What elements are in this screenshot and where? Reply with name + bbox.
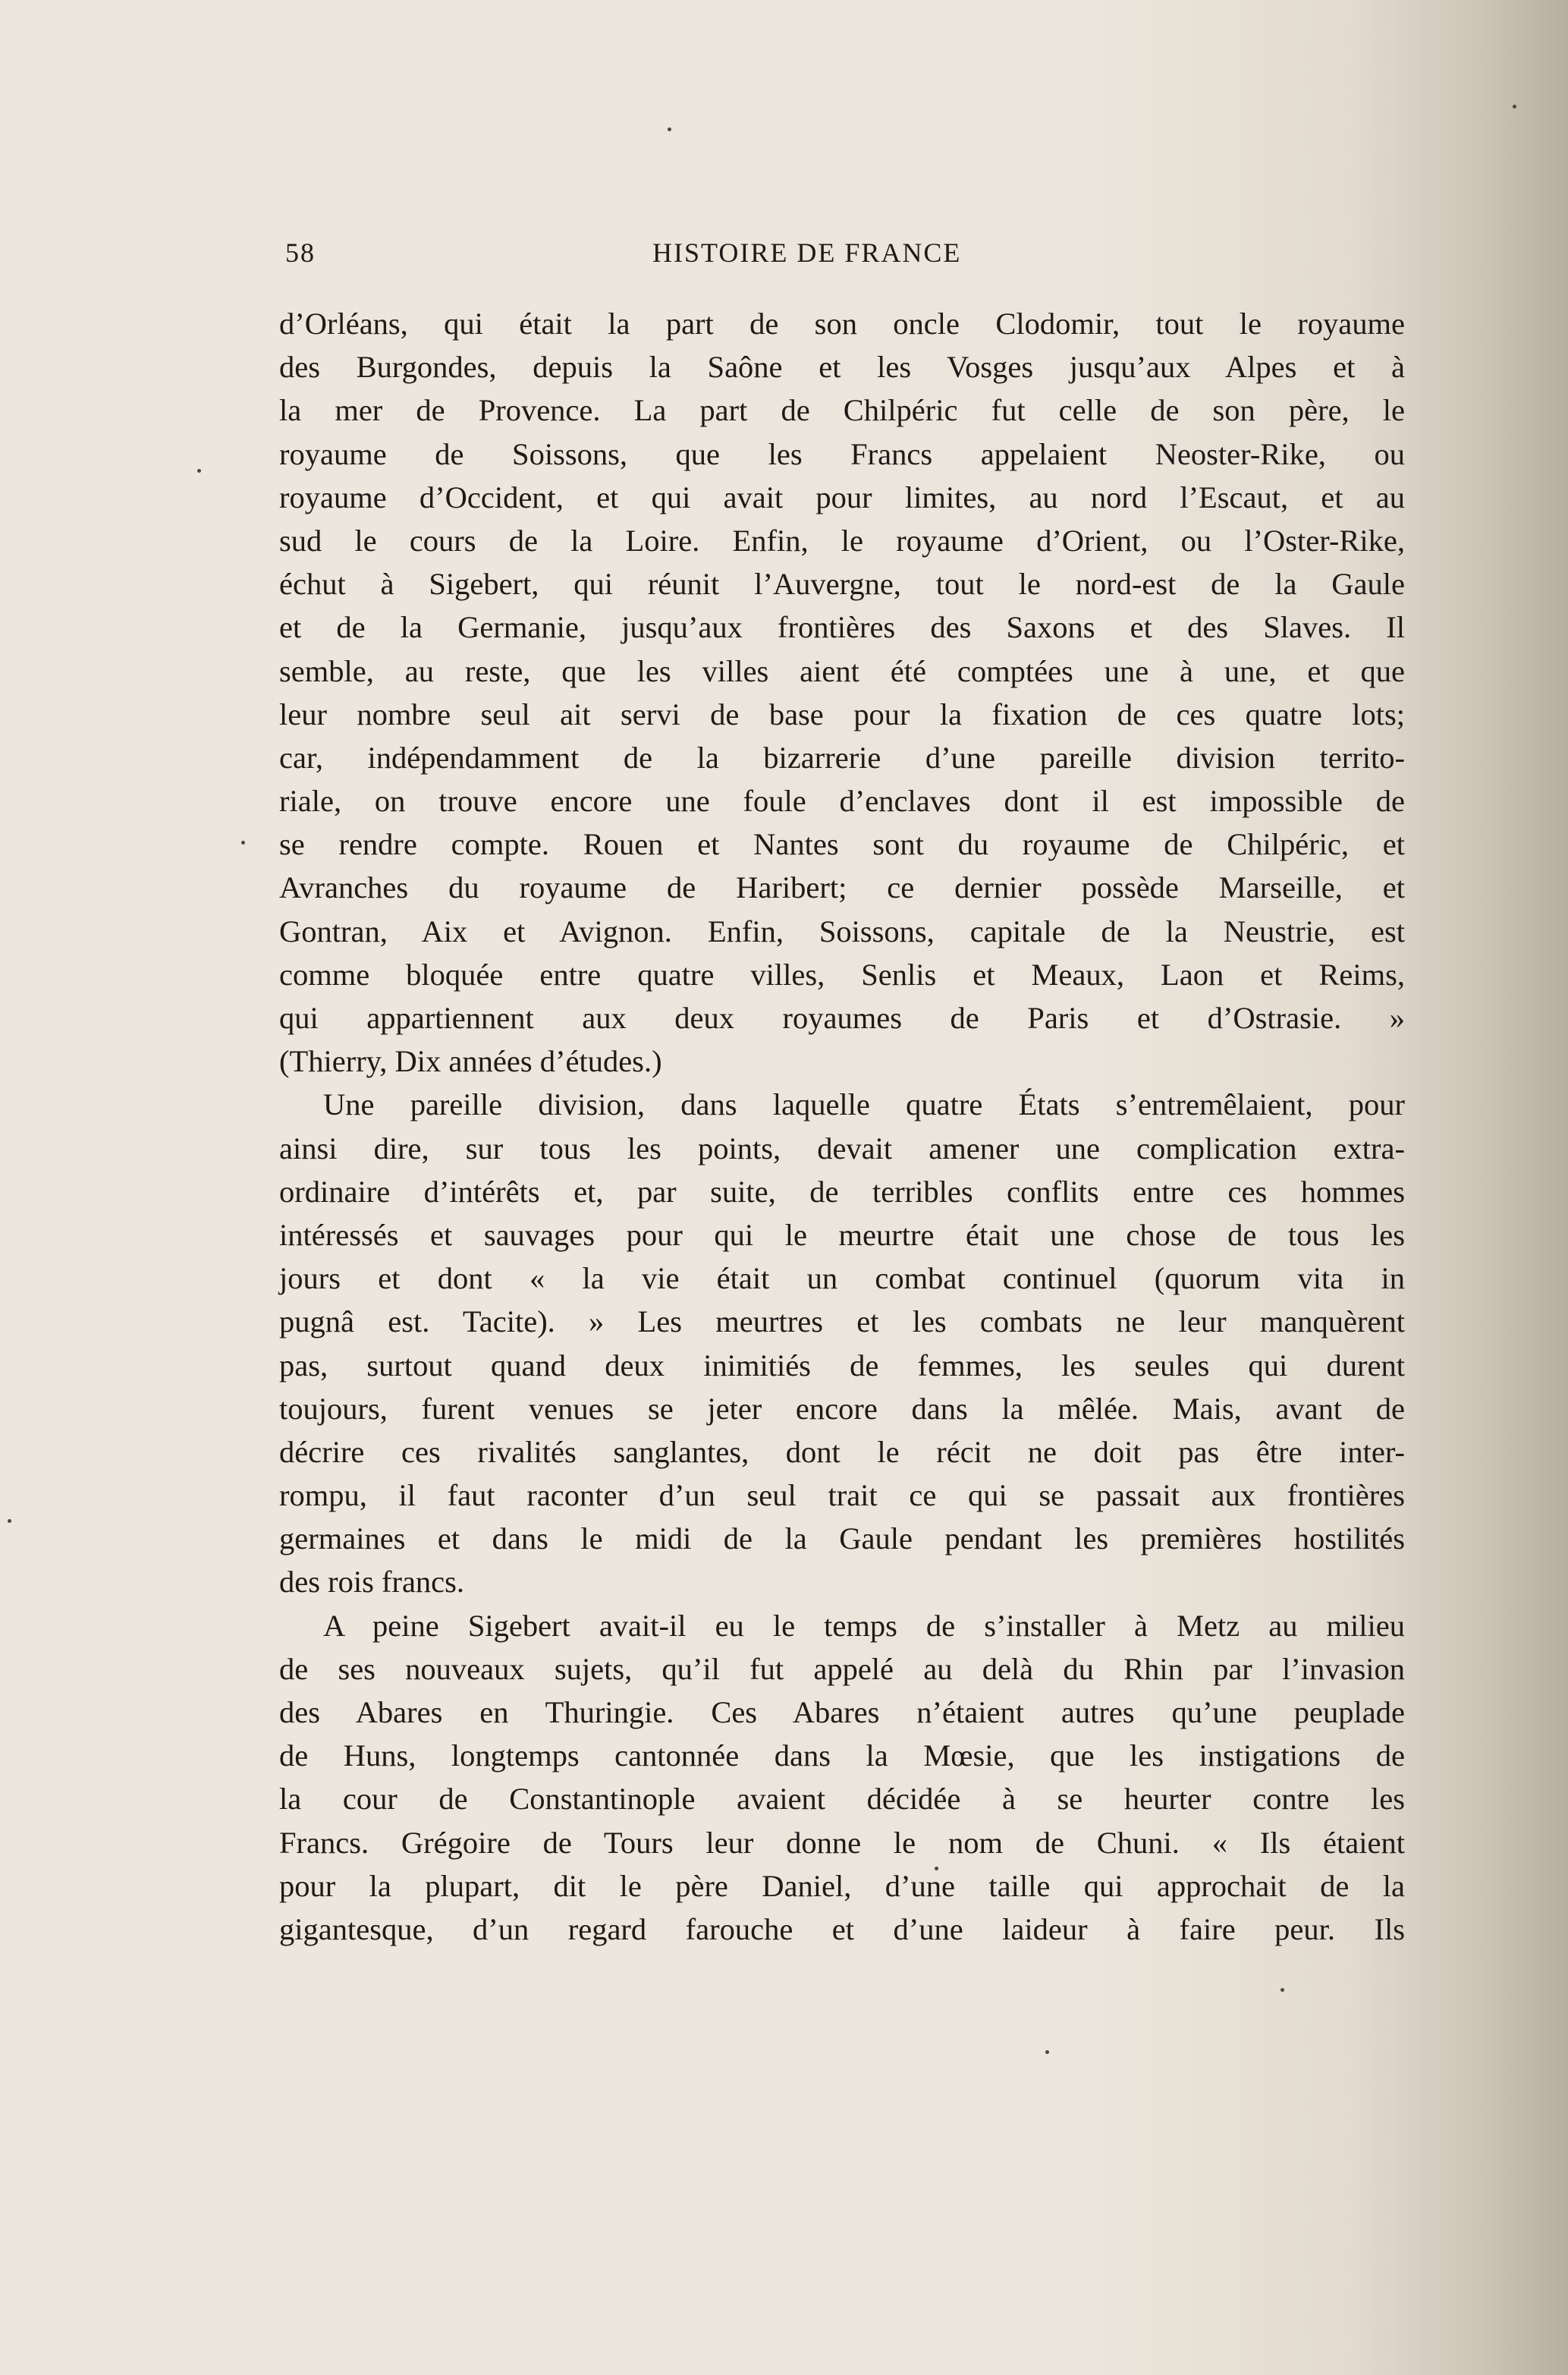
text-line: royaume d’Occident, et qui avait pour limites, au nord l’Escaut, et au [279,480,1405,514]
paper-speck [1045,2050,1049,2054]
text-line: jours et dont « la vie était un combat continuel (quorum vita in [279,1261,1405,1296]
paper-speck [668,127,671,131]
paragraph-start-line: A peine Sigebert avait-il eu le temps de s’installer à Metz au milieu [323,1608,1405,1643]
text-line: de Huns, longtemps cantonnée dans la Mœsie, que les instigations de [279,1738,1405,1773]
text-line: des rois francs. [279,1565,465,1600]
running-title: HISTOIRE DE FRANCE [652,238,962,268]
text-line: Francs. Grégoire de Tours leur donne le nom de Chuni. « Ils étaient [279,1825,1405,1860]
text-line: pas, surtout quand deux inimitiés de femmes, les seules qui durent [279,1348,1405,1383]
text-line: la mer de Provence. La part de Chilpéric fut celle de son père, le [279,393,1405,428]
text-line: Gontran, Aix et Avignon. Enfin, Soissons, capitale de la Neustrie, est [279,914,1405,948]
text-line: se rendre compte. Rouen et Nantes sont du royaume de Chilpéric, et [279,827,1405,862]
text-line: royaume de Soissons, que les Francs appelaient Neoster-Rike, ou [279,436,1405,471]
text-line: intéressés et sauvages pour qui le meurtre était une chose de tous les [279,1217,1405,1252]
paper-speck [8,1519,11,1523]
text-line: qui appartiennent aux deux royaumes de Paris et d’Ostrasie. » [279,1001,1405,1035]
paper-speck [1280,1988,1284,1992]
text-line: sud le cours de la Loire. Enfin, le royaume d’Orient, ou l’Oster-Rike, [279,523,1405,558]
paper-speck [197,469,201,473]
text-line: et de la Germanie, jusqu’aux frontières des Saxons et des Slaves. Il [279,610,1405,645]
text-line: toujours, furent venues se jeter encore dans la mêlée. Mais, avant de [279,1391,1405,1426]
text-line: semble, au reste, que les villes aient été comptées une à une, et que [279,653,1405,688]
text-line: (Thierry, Dix années d’études.) [279,1044,662,1079]
text-line: pour la plupart, dit le père Daniel, d’une taille qui approchait de la [279,1868,1405,1903]
paragraph-start-line: Une pareille division, dans laquelle quatre États s’entremêlaient, pour [323,1087,1405,1122]
text-line: Avranches du royaume de Haribert; ce dernier possède Marseille, et [279,870,1405,905]
text-line: leur nombre seul ait servi de base pour la fixation de ces quatre lots; [279,697,1405,731]
text-line: ordinaire d’intérêts et, par suite, de terribles conflits entre ces hommes [279,1174,1405,1209]
text-line: germaines et dans le midi de la Gaule pendant les premières hostilités [279,1521,1405,1556]
text-line: ainsi dire, sur tous les points, devait amener une complication extra- [279,1131,1405,1165]
text-line: des Burgondes, depuis la Saône et les Vosges jusqu’aux Alpes et à [279,350,1405,385]
text-line: de ses nouveaux sujets, qu’il fut appelé au delà du Rhin par l’invasion [279,1651,1405,1686]
text-line: rompu, il faut raconter d’un seul trait ce qui se passait aux frontières [279,1478,1405,1513]
text-line: échut à Sigebert, qui réunit l’Auvergne, tout le nord-est de la Gaule [279,567,1405,602]
text-line: décrire ces rivalités sanglantes, dont le récit ne doit pas être inter- [279,1434,1405,1469]
text-line: la cour de Constantinople avaient décidée à se heurter contre les [279,1782,1405,1817]
text-line: d’Orléans, qui était la part de son oncle Clodomir, tout le royaume [279,307,1405,341]
text-line: car, indépendamment de la bizarrerie d’une pareille division territo- [279,740,1405,775]
running-header [0,237,1568,275]
paper-speck [1513,105,1516,109]
text-line: pugnâ est. Tacite). » Les meurtres et les combats ne leur manquèrent [279,1304,1405,1339]
text-line: riale, on trouve encore une foule d’enclaves dont il est impossible de [279,784,1405,819]
body-text [279,302,1405,1951]
text-line: comme bloquée entre quatre villes, Senlis et Meaux, Laon et Reims, [279,957,1405,992]
page-number: 58 [285,238,316,268]
paper-speck [241,841,245,845]
text-line: des Abares en Thuringie. Ces Abares n’étaient autres qu’une peuplade [279,1695,1405,1729]
text-line: gigantesque, d’un regard farouche et d’une laideur à faire peur. Ils [279,1911,1405,1946]
